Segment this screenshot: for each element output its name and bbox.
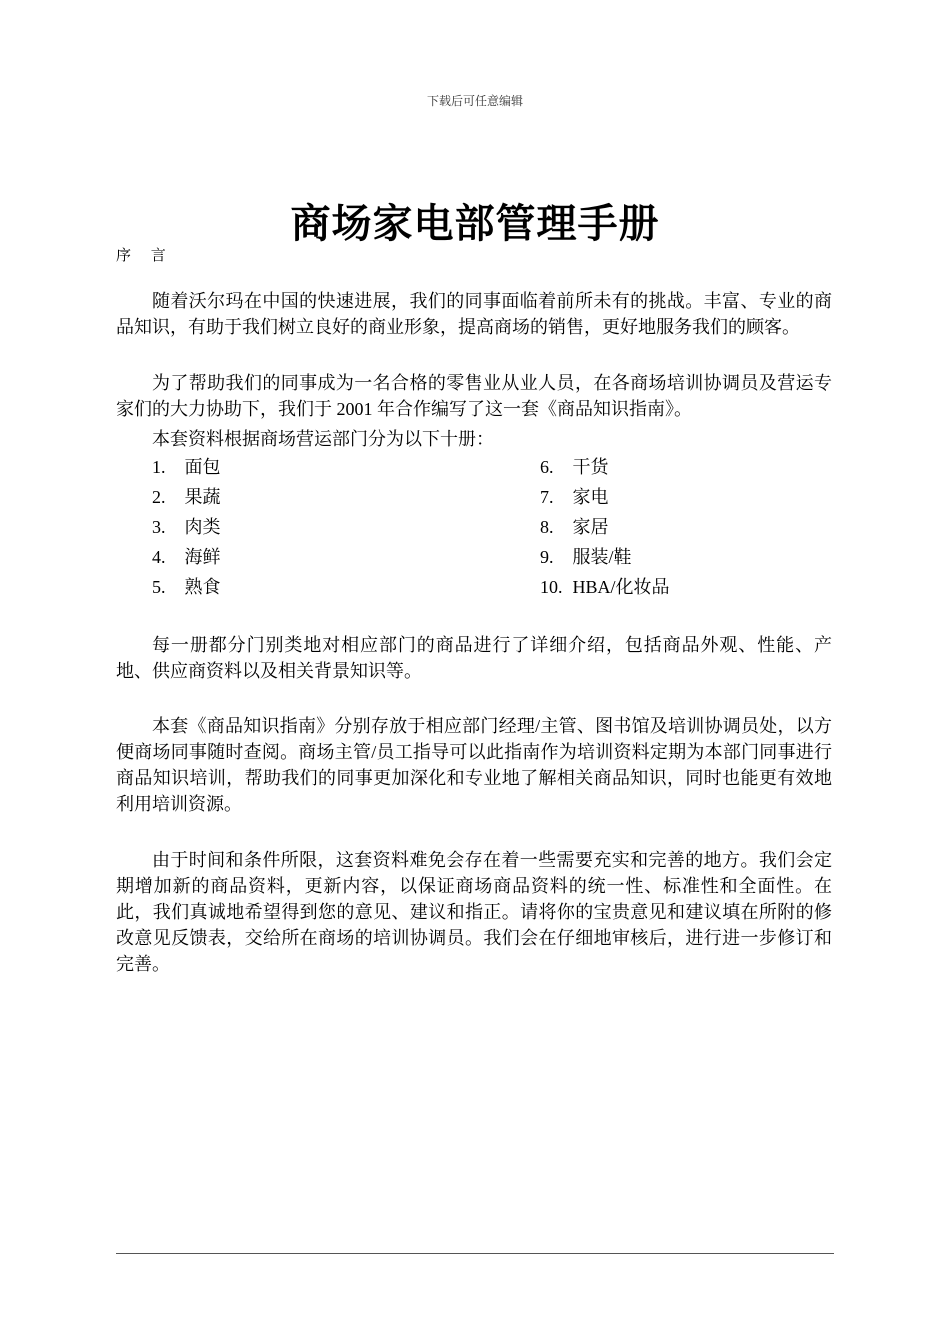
paragraph-storage-usage: 本套《商品知识指南》分别存放于相应部门经理/主管、图书馆及培训协调员处，以方便商场同事随时查阅。商场主管/员工指导可以此指南作为培训资料定期为本部门同事进行商品知识培训，帮助我们的同事更加深化和专业地了解相关商品知识，同时也能更有效地利用培训资源。 xyxy=(116,716,832,814)
list-item-label: 服装/鞋 xyxy=(572,547,632,567)
list-item xyxy=(152,516,540,546)
paragraph-purpose: 为了帮助我们的同事成为一名合格的零售业从业人员，在各商场培训协调员及营运专家们的大力协助下，我们于 2001 年合作编写了这一套《商品知识指南》。 xyxy=(116,373,832,419)
document-title: 商场家电部管理手册 xyxy=(290,201,660,247)
paragraph-volumes-intro: 本套资料根据商场营运部门分为以下十册： xyxy=(152,429,494,449)
list-item-number: 2. xyxy=(152,487,166,507)
list-item-number: 9. xyxy=(540,547,554,567)
list-item-label: 家电 xyxy=(572,487,609,507)
list-item-number: 5. xyxy=(152,577,166,597)
list-item-label: 干货 xyxy=(572,457,609,477)
list-item-number: 1. xyxy=(152,457,166,477)
list-item xyxy=(152,576,540,606)
list-item xyxy=(540,456,712,486)
paragraph-feedback: 由于时间和条件所限，这套资料难免会存在着一些需要充实和完善的地方。我们会定期增加新的商品资料，更新内容，以保证商场商品资料的统一性、标准性和全面性。在此，我们真诚地希望得到您的意见、建议和指正。请将你的宝贵意见和建议填在所附的修改意见反馈表，交给所在商场的培训协调员。我们会在仔细地审核后，进行进一步修订和完善。 xyxy=(116,850,832,974)
list-item xyxy=(152,546,540,576)
list-item-number: 3. xyxy=(152,517,166,537)
header-note: 下载后可任意编辑 xyxy=(426,94,523,108)
list-item-label: 家居 xyxy=(572,517,609,537)
list-item-number: 10. xyxy=(540,577,563,597)
list-item-label: 熟食 xyxy=(184,577,221,597)
section-label-preface: 序 言 xyxy=(116,248,174,264)
list-item-label: 面包 xyxy=(184,457,221,477)
list-item xyxy=(540,546,712,576)
list-item-number: 4. xyxy=(152,547,166,567)
volume-list xyxy=(152,456,712,606)
list-item-number: 8. xyxy=(540,517,554,537)
list-item-label: 果蔬 xyxy=(184,487,221,507)
paragraph-intro: 随着沃尔玛在中国的快速进展，我们的同事面临着前所未有的挑战。丰富、专业的商品知识，有助于我们树立良好的商业形象，提高商场的销售，更好地服务我们的顾客。 xyxy=(116,291,832,337)
list-item-number: 6. xyxy=(540,457,554,477)
list-item-number: 7. xyxy=(540,487,554,507)
list-item-label: 海鲜 xyxy=(184,547,221,567)
footer-divider xyxy=(116,1253,834,1254)
list-item xyxy=(540,576,712,606)
list-item-label: 肉类 xyxy=(184,517,221,537)
list-item-label: HBA/化妆品 xyxy=(572,577,670,597)
list-item xyxy=(152,456,540,486)
list-item xyxy=(540,486,712,516)
list-item xyxy=(152,486,540,516)
list-item xyxy=(540,516,712,546)
paragraph-content-description: 每一册都分门别类地对相应部门的商品进行了详细介绍，包括商品外观、性能、产地、供应商资料以及相关背景知识等。 xyxy=(116,635,832,681)
